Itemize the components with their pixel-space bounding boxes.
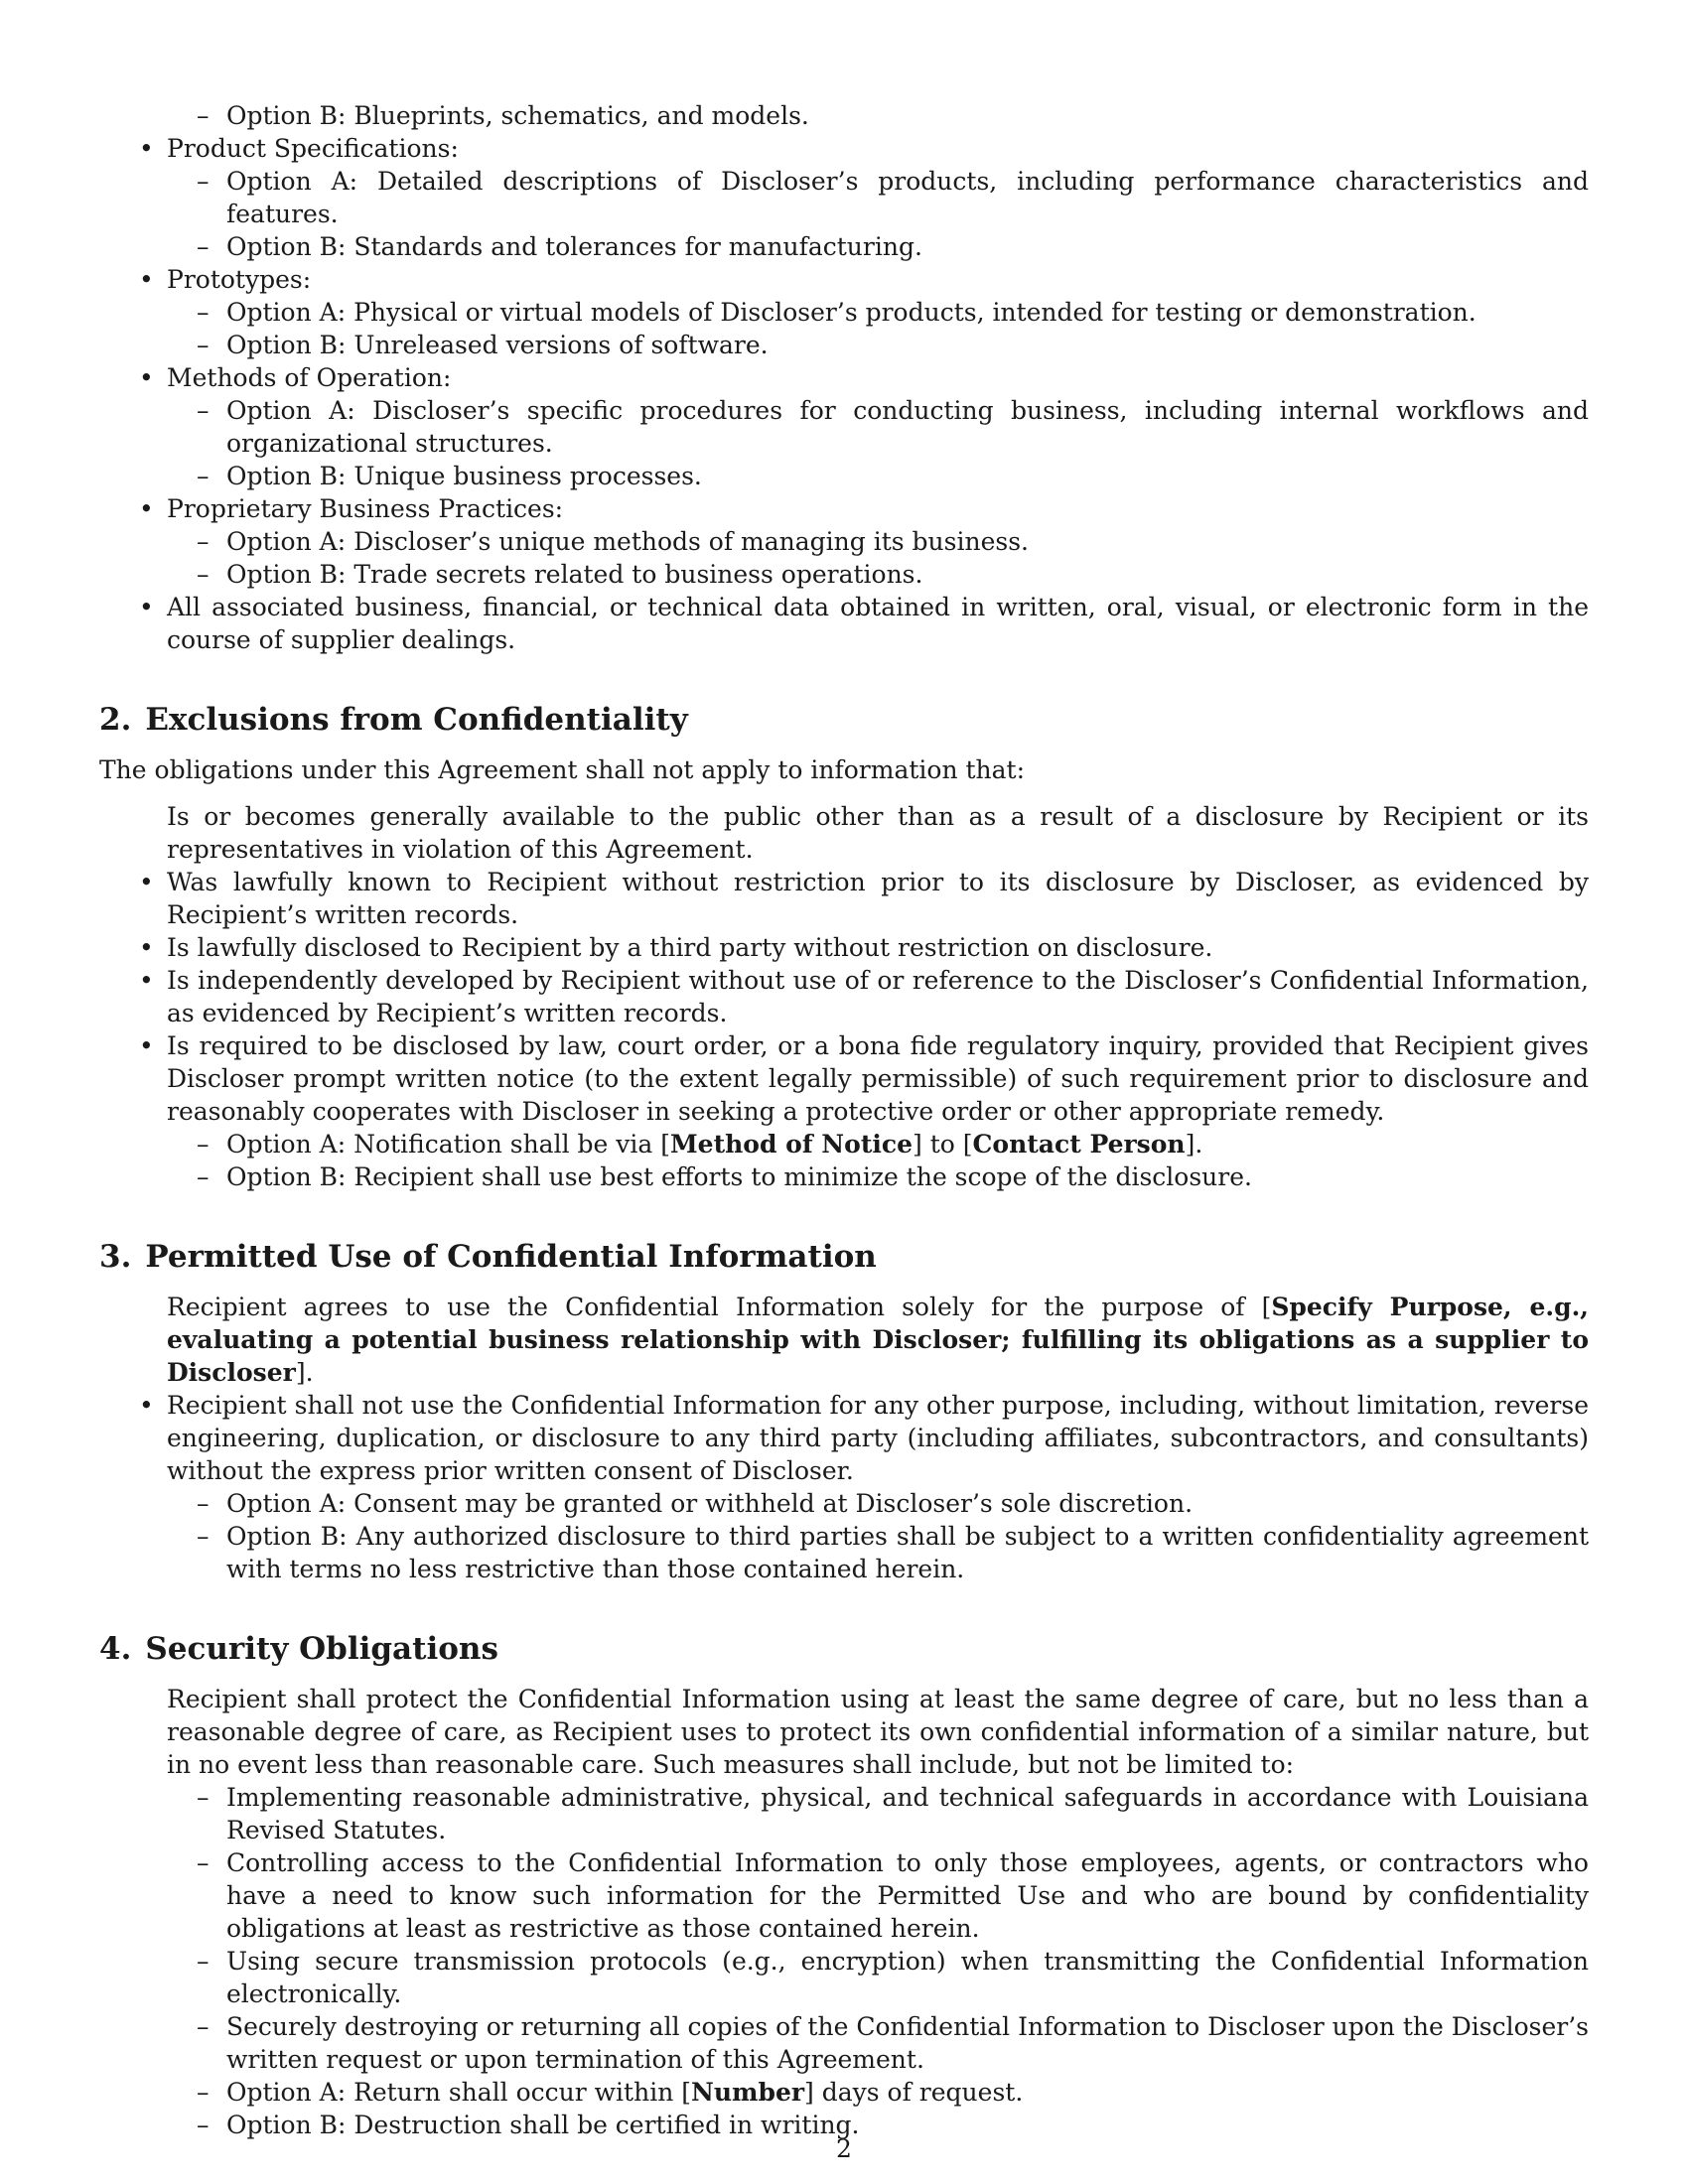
sub-option <box>167 525 1589 558</box>
sub-option-text: Using secure transmission protocols (e.g., encryption) when transmitting the Confidential Information electronically. <box>226 1947 1589 2008</box>
sub-option <box>167 394 1589 460</box>
permitted-use-list <box>99 1291 1589 1585</box>
list-item-text: Is required to be disclosed by law, court order, or a bona fide regulatory inquiry, provided that Recipient gives Discloser prompt written notice (to the extent legally permissible) of such requirement prior to disclosure and reasonably cooperates with Discloser in seeking a protective order or other appropriate remedy. <box>167 1031 1589 1126</box>
sub-option-text: Option A: Consent may be granted or withheld at Discloser’s sole discretion. <box>226 1489 1194 1518</box>
sub-option <box>167 2076 1589 2109</box>
list-item-text: Is lawfully disclosed to Recipient by a third party without restriction on disclosure. <box>167 933 1213 962</box>
list-item-text: Is independently developed by Recipient without use of or reference to the Discloser’s Confidential Information, as evidenced by Recipient’s written records. <box>167 966 1589 1027</box>
section-heading-exclusions <box>99 700 1589 740</box>
sub-option <box>167 329 1589 361</box>
list-item-text: Recipient agrees to use the Confidential Information solely for the purpose of [ <box>167 1293 1272 1321</box>
list-item <box>99 492 1589 591</box>
sub-option-text: Securely destroying or returning all copies of the Confidential Information to Discloser upon the Discloser’s written request or upon termination of this Agreement. <box>226 2012 1589 2074</box>
sub-option <box>167 1520 1589 1585</box>
section-title: Security Obligations <box>145 1631 498 1667</box>
sub-option <box>167 1781 1589 1846</box>
section-number: 4. <box>99 1631 132 1667</box>
sub-option <box>167 2010 1589 2076</box>
sub-option <box>167 460 1589 492</box>
sub-option <box>167 1487 1589 1520</box>
sub-option-text: Option A: Return shall occur within [ <box>226 2078 691 2107</box>
sub-option-text: Controlling access to the Confidential Information to only those employees, agents, or contractors who have a need to know such information for the Permitted Use and who are bound by confidentiality obligations at least as restrictive as those contained herein. <box>226 1848 1589 1943</box>
sub-option <box>167 165 1589 230</box>
exclusions-list <box>99 800 1589 1193</box>
page-number: 2 <box>836 2134 852 2163</box>
sub-option-text: Option B: Recipient shall use best efforts to minimize the scope of the disclosure. <box>226 1162 1252 1191</box>
section-intro: The obligations under this Agreement shall not apply to information that: <box>99 755 1026 784</box>
placeholder-field: Specify Purpose, e.g., evaluating a potential business relationship with Discloser; fulfilling its obligations as a supplier to Discloser <box>167 1293 1589 1387</box>
sub-option-text: Option B: Blueprints, schematics, and models. <box>226 101 809 130</box>
sub-option-text: Option B: Unique business processes. <box>226 462 702 490</box>
sub-option <box>167 99 1589 132</box>
sub-option-text: Option A: Detailed descriptions of Discloser’s products, including performance characteristics and features. <box>226 167 1589 228</box>
section-title: Permitted Use of Confidential Information <box>145 1239 877 1275</box>
section-title: Exclusions from Confidentiality <box>145 702 688 738</box>
section-number: 2. <box>99 702 132 738</box>
list-item-label: Proprietary Business Practices: <box>167 494 564 523</box>
list-item-text: ]. <box>295 1358 314 1387</box>
sub-option <box>167 1128 1589 1160</box>
list-item-text: Recipient shall protect the Confidential Information using at least the same degree of care, but no less than a reasonable degree of care, as Recipient uses to protect its own confidential information of a similar nature, but in no event less than reasonable care. Such measures shall include, but not be limited to: <box>167 1685 1589 1779</box>
sub-option-text: Implementing reasonable administrative, physical, and technical safeguards in accordance with Louisiana Revised Statutes. <box>226 1783 1589 1844</box>
list-item <box>99 800 1589 866</box>
sub-option <box>167 1160 1589 1193</box>
sub-option-text: ] days of request. <box>804 2078 1024 2107</box>
list-item <box>99 1291 1589 1389</box>
sub-option-text: Option A: Notification shall be via [ <box>226 1130 670 1159</box>
list-item <box>99 132 1589 263</box>
list-item-label: Methods of Operation: <box>167 363 452 392</box>
sub-option <box>167 296 1589 329</box>
list-item <box>99 866 1589 931</box>
list-item <box>99 1389 1589 1585</box>
list-item <box>99 964 1589 1029</box>
sub-option-text: ]. <box>1185 1130 1203 1159</box>
section-heading-security <box>99 1629 1589 1669</box>
sub-option-text: Option B: Any authorized disclosure to third parties shall be subject to a written confidentiality agreement with terms no less restrictive than those contained herein. <box>226 1522 1589 1583</box>
placeholder-field: Method of Notice <box>670 1130 913 1159</box>
list-item <box>99 361 1589 492</box>
list-item-text: Was lawfully known to Recipient without restriction prior to its disclosure by Discloser, as evidenced by Recipient’s written records. <box>167 868 1589 929</box>
sub-option <box>167 1846 1589 1945</box>
sub-option-text: Option B: Unreleased versions of software. <box>226 331 769 359</box>
sub-option <box>167 558 1589 591</box>
list-item <box>99 591 1589 656</box>
definitions-list <box>99 99 1589 656</box>
section-number: 3. <box>99 1239 132 1275</box>
sub-option-text: Option B: Trade secrets related to business operations. <box>226 560 923 589</box>
list-item <box>99 931 1589 964</box>
sub-option-text: Option A: Physical or virtual models of Discloser’s products, intended for testing or demonstration. <box>226 298 1477 327</box>
list-item <box>99 263 1589 361</box>
list-item-text: Is or becomes generally available to the public other than as a result of a disclosure by Recipient or its representatives in violation of this Agreement. <box>167 802 1589 864</box>
sub-option-text: ] to [ <box>913 1130 973 1159</box>
list-item <box>99 1029 1589 1193</box>
sub-option <box>167 230 1589 263</box>
sub-option-text: Option A: Discloser’s unique methods of managing its business. <box>226 527 1029 556</box>
list-item-label: Prototypes: <box>167 265 312 294</box>
placeholder-field: Contact Person <box>972 1130 1186 1159</box>
carry-over-item <box>99 99 1589 132</box>
list-item <box>99 1683 1589 2141</box>
list-item-label: Product Specifications: <box>167 134 459 163</box>
sub-option <box>167 1945 1589 2010</box>
section-heading-permitted-use <box>99 1237 1589 1277</box>
sub-option-text: Option A: Discloser’s specific procedures for conducting business, including internal workflows and organizational structures. <box>226 396 1589 458</box>
sub-option-text: Option B: Standards and tolerances for manufacturing. <box>226 232 922 261</box>
security-list <box>99 1683 1589 2141</box>
sub-option-text: Option B: Destruction shall be certified in writing. <box>226 2111 860 2139</box>
document-page <box>99 99 1589 2141</box>
list-item-text: All associated business, financial, or technical data obtained in written, oral, visual, or electronic form in the course of supplier dealings. <box>167 593 1589 654</box>
list-item-text: Recipient shall not use the Confidential Information for any other purpose, including, without limitation, reverse engineering, duplication, or disclosure to any third party (including affiliates, subcontractors, and consultants) without the express prior written consent of Discloser. <box>167 1391 1589 1485</box>
placeholder-field: Number <box>691 2078 805 2107</box>
